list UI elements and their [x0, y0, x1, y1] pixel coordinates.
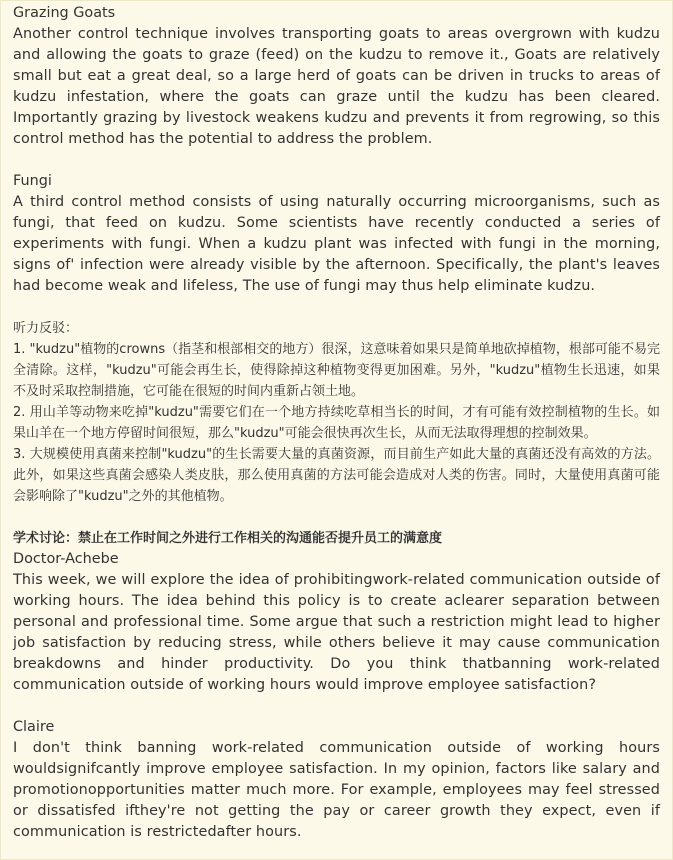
- discussion-heading: 学术讨论：禁止在工作时间之外进行工作相关的沟通能否提升员工的满意度: [13, 531, 443, 546]
- spacer: [13, 150, 660, 171]
- spacer: [13, 297, 660, 318]
- rebuttal-point-2: 2. 用山羊等动物来吃掉"kudzu"需要它们在一个地方持续吃草相当长的时间，才有可能有效控制植物的生长。如果山羊在一个地方停留时间很短，那么"kudzu"可能会很快再次生长，从而无法取得理想的控制效果。: [13, 405, 660, 441]
- spacer: [13, 696, 660, 717]
- rebuttal-heading: 听力反驳：: [13, 321, 79, 336]
- grazing-heading: Grazing Goats: [13, 5, 116, 21]
- professor-name: Doctor-Achebe: [13, 551, 119, 567]
- rebuttal-section: [13, 318, 660, 507]
- fungi-paragraph: A third control method consists of using naturally occurring microorganisms, such as fungi, that feed on kudzu. Some scientists have recently conducted a series of experiments with fungi. When a kudzu plant was infected with fungi in the morning, signs of' infection were already visible by the afternoon. Specifically, the plant's leaves had become weak and lifeless, The use of fungi may thus help eliminate kudzu.: [13, 194, 660, 294]
- spacer: [13, 507, 660, 528]
- grazing-paragraph: Another control technique involves transporting goats to areas overgrown with kudzu and allowing the goats to graze (feed) on the kudzu to remove it., Goats are relatively small but eat a great deal, so a large herd of goats can be driven in trucks to areas of kudzu infestation, where the goats can graze until the kudzu has been cleared. Importantly grazing by livestock weakens kudzu and prevents it from regrowing, so this control method has the potential to address the problem.: [13, 26, 660, 147]
- discussion-section: [13, 528, 660, 843]
- rebuttal-point-3: 3. 大规模使用真菌来控制"kudzu"的生长需要大量的真菌资源，而目前生产如此大量的真菌还没有高效的方法。此外，如果这些真菌会感染人类皮肤，那么使用真菌的方法可能会造成对人类的伤害。同时，大量使用真菌可能会影响除了"kudzu"之外的其他植物。: [13, 447, 660, 504]
- student-post: I don't think banning work-related communication outside of working hours wouldsignifcantly improve employee satisfaction. In my opinion, factors like salary and promotionopportunities matter much more. For example, employees may feel stressed or dissatisfed ifthey're not getting the pay or career growth they expect, even if communication is restrictedafter hours.: [13, 740, 660, 840]
- fungi-heading: Fungi: [13, 173, 52, 189]
- student-name: Claire: [13, 719, 55, 735]
- fungi-section: [13, 171, 660, 297]
- professor-post: This week, we will explore the idea of prohibitingwork-related communication outside of working hours. The idea behind this policy is to create aclearer separation between personal and professional time. Some argue that such a restriction might lead to higher job satisfaction by reducing stress, while others believe it may cause communication breakdowns and hinder productivity. Do you think thatbanning work-related communication outside of working hours would improve employee satisfaction?: [13, 572, 660, 693]
- grazing-section: [13, 3, 660, 150]
- rebuttal-point-1: 1. "kudzu"植物的crowns（指茎和根部相交的地方）很深，这意味着如果只是简单地砍掉植物，根部可能不易完全清除。这样，"kudzu"可能会再生长，使得除掉这种植物变得更加困难。另外，"kudzu"植物生长迅速，如果不及时采取控制措施，它可能在很短的时间内重新占领土地。: [13, 342, 660, 399]
